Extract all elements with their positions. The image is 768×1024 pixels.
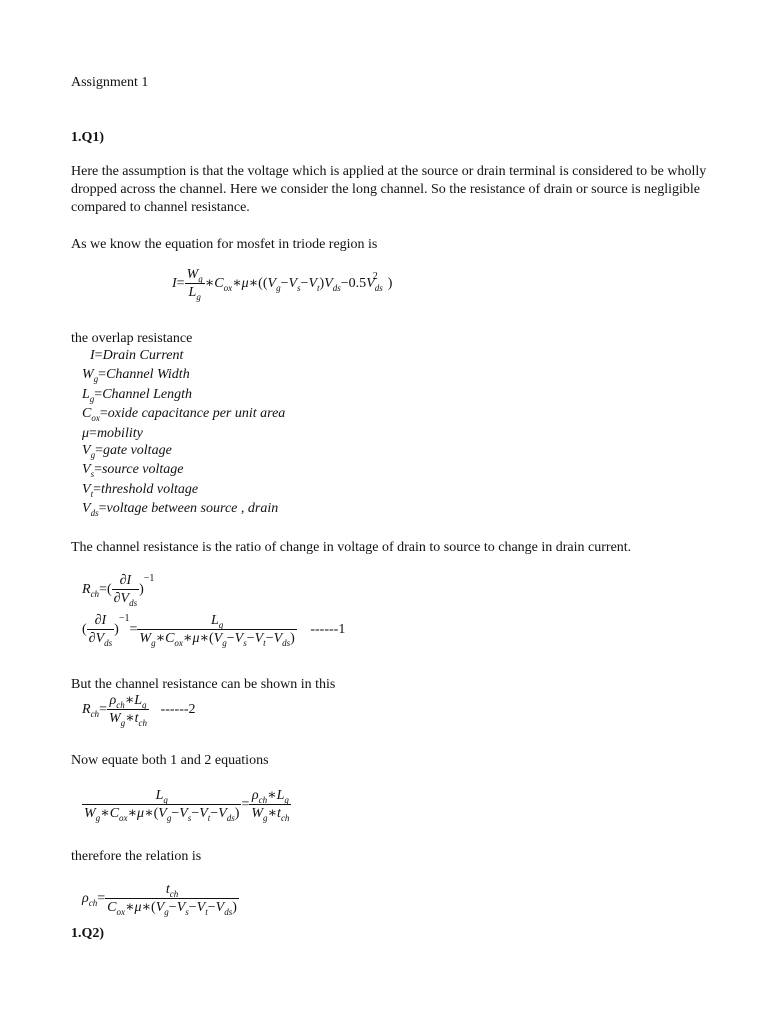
definition-item: $L_g=Channel$ Length <box>82 387 193 404</box>
definition-item: I=Drain Current <box>90 348 184 363</box>
definition-item: $C_{ox}=oxide$ capacitance per unit area <box>82 406 286 423</box>
equation-1: ( $\frac{\partial I}{\partial V_{ds}}$ )$^{-1}$= $\frac{L_g}{W_g∗C_{ox}∗\mu∗(V_g-V_s-V_t-V_{ds})}$ ------1 <box>82 613 346 648</box>
equation-1-label: ------1 <box>310 622 346 638</box>
relation-sentence: therefore the relation is <box>71 849 202 864</box>
q1-heading: 1.Q1) <box>71 130 105 145</box>
rch-derivative-equation: $R_{ch}=$( $\frac{\partial I}{\partial V_{ds}}$ )$^{-1}$ <box>82 573 155 608</box>
triode-sentence: As we know the equation for mosfet in triode region is <box>71 237 378 252</box>
intro-paragraph: Here the assumption is that the voltage which is applied at the source or drain terminal is considered to be wholly dropped across the channel. Here we consider the long channel. So the resistance of drain or source is negligible compared to channel resistance. <box>71 164 707 215</box>
equation-2: $R_{ch}=$ $\frac{\rho_{ch}∗L_g}{W_g∗t_{ch}}$ ------2 <box>82 693 196 728</box>
overlap-text: the overlap resistance <box>71 331 193 346</box>
q2-heading: 1.Q2) <box>71 926 105 941</box>
channel-resistance-sentence: The channel resistance is the ratio of change in voltage of drain to source to change in drain current. <box>71 540 632 555</box>
equation-2-label: ------2 <box>160 702 196 718</box>
definition-item: $V_{ds}=voltage$ between source , drain <box>82 501 279 518</box>
definition-item: μ=mobility <box>82 426 143 441</box>
definition-item: $V_g=gate$ voltage <box>82 443 172 460</box>
document-title: Assignment 1 <box>71 75 149 90</box>
definition-item: $V_s=source$ voltage <box>82 462 184 479</box>
triode-equation: I= $\frac{W_g}{L_g}$ $∗C_{ox}∗\mu∗((V_g-V_s-V_t)V_{ds}-0.5V_{ds}^2$ ) <box>172 267 393 302</box>
relation-equation: $\rho_{ch}=$ $\frac{t_{ch}}{C_{ox}∗\mu∗(V_g-V_s-V_t-V_{ds})}$ <box>82 882 237 917</box>
definition-item: $W_g=Channel$ Width <box>82 367 190 384</box>
shown-sentence: But the channel resistance can be shown in this <box>71 677 336 692</box>
equated-equation: $\frac{L_g}{W_g∗C_{ox}∗\mu∗(V_g-V_s-V_t-V_{ds})}$ = $\frac{\rho_{ch}∗L_g}{W_g∗t_{ch}}$ <box>84 788 290 823</box>
definition-item: $V_t=threshold$ voltage <box>82 482 199 499</box>
equate-sentence: Now equate both 1 and 2 equations <box>71 753 269 768</box>
